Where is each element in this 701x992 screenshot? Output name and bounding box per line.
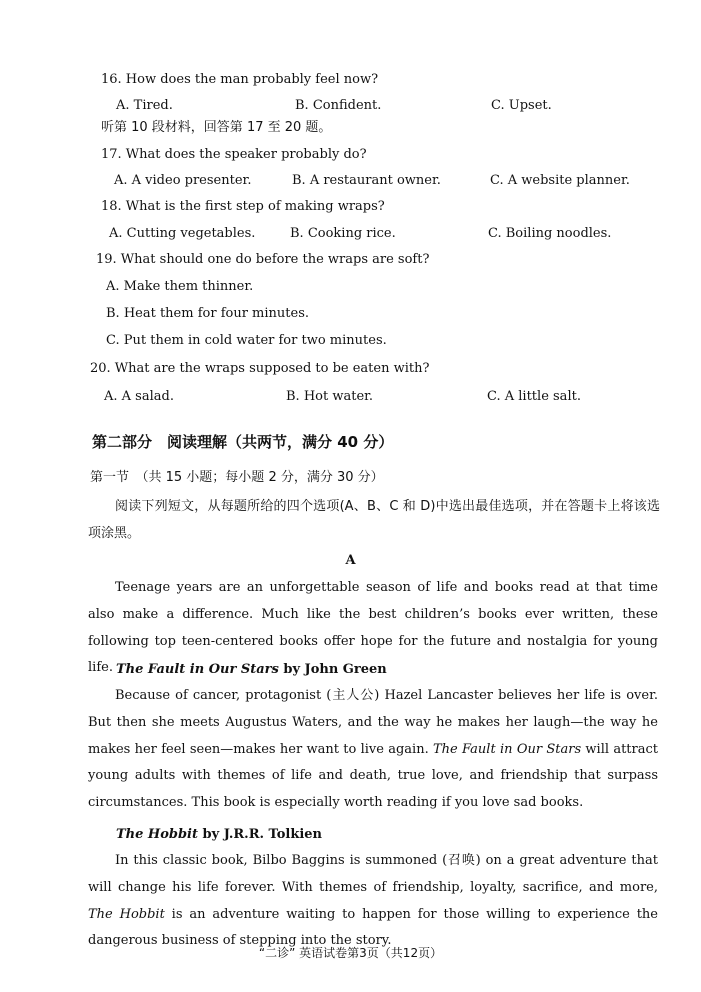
book-one-text-b: will attract young adults with themes of life and death, true love, and friendship that surpass circumstances. This book is especially worth reading if you love sad books. — [88, 741, 658, 811]
question-18-option-b: B. Cooking rice. — [290, 226, 396, 241]
question-18-option-a: A. Cutting vegetables. — [109, 226, 256, 241]
question-16-option-a: A. Tired. — [116, 98, 173, 113]
book-two-inline-title: The Hobbit — [88, 906, 165, 922]
question-16-stem: 16. How does the man probably feel now? — [101, 72, 379, 87]
question-19-option-b: B. Heat them for four minutes. — [106, 306, 309, 321]
passage-label: A — [345, 553, 356, 568]
book-two-text-b: is an adventure waiting to happen for those willing to experience the dangerous business of stepping into the story. — [88, 906, 658, 949]
question-19-option-c: C. Put them in cold water for two minutes. — [106, 333, 387, 348]
question-20-option-c: C. A little salt. — [487, 389, 581, 404]
question-17-option-a: A. A video presenter. — [114, 173, 252, 188]
question-17-option-b: B. A restaurant owner. — [292, 173, 441, 188]
book-one-inline-title: The Fault in Our Stars — [433, 741, 582, 757]
page-footer: “二诊” 英语试卷第3页（共12页） — [258, 946, 443, 960]
question-19-stem: 19. What should one do before the wraps are soft? — [96, 252, 430, 267]
reading-directions: 阅读下列短文，从每题所给的四个选项(A、B、C 和 D)中选出最佳选项，并在答题卡上将该选项涂黑。 — [88, 499, 660, 541]
instruction-17-20: 听第 10 段材料，回答第 17 至 20 题。 — [101, 120, 332, 135]
question-18-stem: 18. What is the first step of making wraps? — [101, 199, 385, 214]
book-one-paragraph — [88, 683, 658, 817]
question-20-option-a: A. A salad. — [104, 389, 174, 404]
question-16-option-c: C. Upset. — [491, 98, 552, 113]
book-two-heading — [116, 827, 322, 843]
book-one-author: by John Green — [278, 662, 387, 677]
book-two-title: The Hobbit — [116, 827, 198, 842]
question-20-stem: 20. What are the wraps supposed to be eaten with? — [90, 361, 430, 376]
passage-intro: Teenage years are an unforgettable season of life and books read at that time also make a difference. Much like the best children’s books ever written, these following top teen-centered books offer hope for the future and nostalgia for young life. — [88, 580, 658, 676]
book-two-author: by J.R.R. Tolkien — [198, 827, 323, 842]
question-16-option-b: B. Confident. — [295, 98, 382, 113]
book-two-text-a: In this classic book, Bilbo Baggins is summoned (召唤) on a great adventure that will change his life forever. With themes of friendship, loyalty, sacrifice, and more, — [88, 853, 658, 895]
book-one-heading — [116, 662, 387, 678]
question-20-option-b: B. Hot water. — [286, 389, 374, 404]
part-two-title: 第二部分 阅读理解（共两节，满分 40 分） — [92, 433, 394, 451]
question-18-option-c: C. Boiling noodles. — [488, 226, 612, 241]
book-one-text-a: Because of cancer, protagonist (主人公) Hazel Lancaster believes her life is over. But then she meets Augustus Waters, and the way he makes her laugh—the way he makes her feel seen—makes her want to live again. — [88, 688, 658, 757]
section-one-title: 第一节 （共 15 小题；每小题 2 分，满分 30 分） — [90, 470, 384, 485]
question-17-stem: 17. What does the speaker probably do? — [101, 147, 367, 162]
book-one-title: The Fault in Our Stars — [116, 662, 279, 677]
question-17-option-c: C. A website planner. — [490, 173, 630, 188]
question-19-option-a: A. Make them thinner. — [106, 279, 254, 294]
book-two-paragraph — [88, 848, 658, 955]
